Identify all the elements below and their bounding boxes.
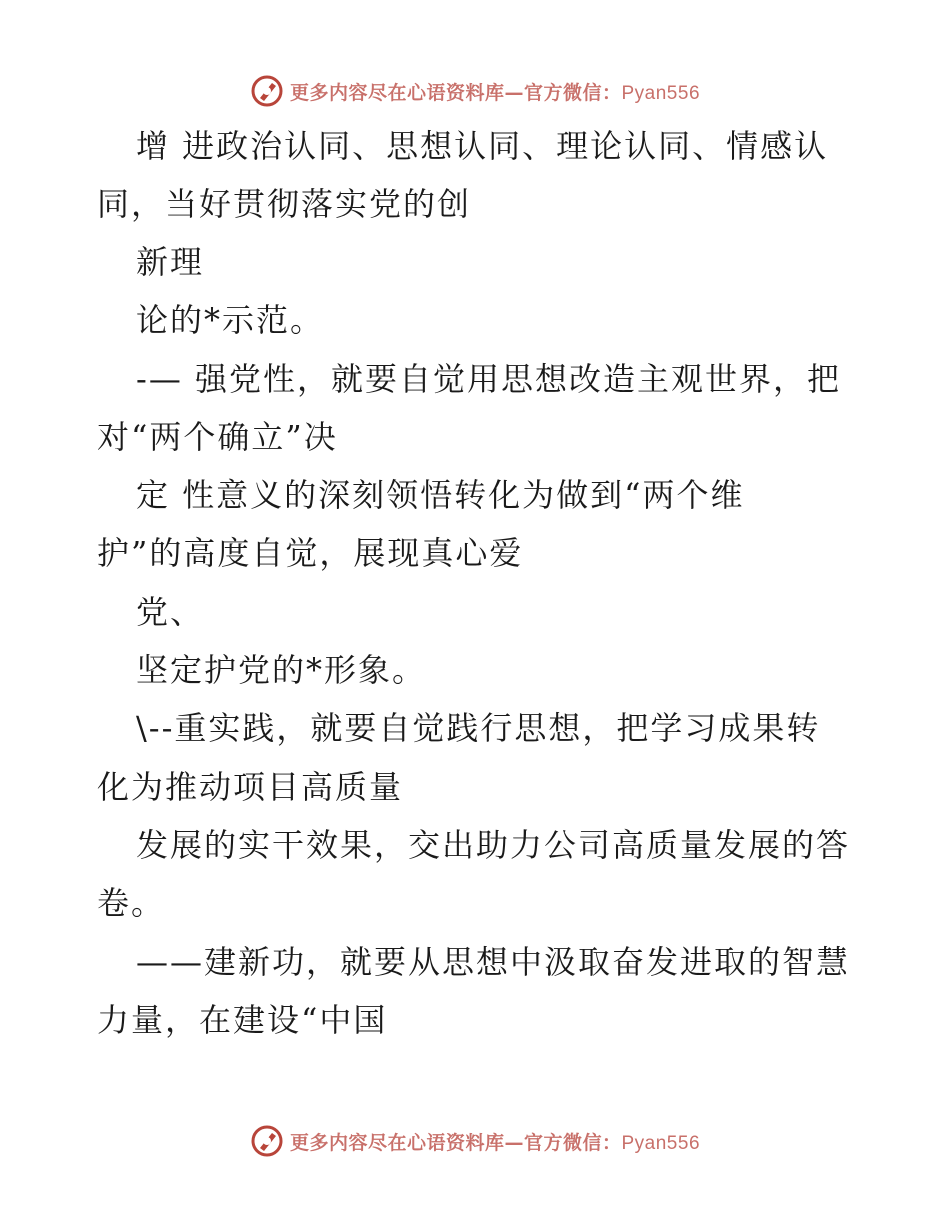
pen-logo-icon xyxy=(250,74,284,108)
body-line: 论的*示范。 xyxy=(136,301,325,339)
body-line: 同，当好贯彻落实党的创 xyxy=(97,185,472,223)
body-line: 护”的高度自觉，展现真心爱 xyxy=(97,534,524,572)
body-line: 对“两个确立”决 xyxy=(97,418,338,456)
header-banner-text: 更多内容尽在心语资料库—官方微信：Pyan556 xyxy=(289,81,701,104)
body-line: 增 进政治认同、思想认同、理论认同、情感认 xyxy=(136,127,829,165)
body-line: 坚定护党的*形象。 xyxy=(136,651,427,689)
footer-banner xyxy=(0,1121,950,1161)
header-banner xyxy=(0,71,950,111)
body-line: 卷。 xyxy=(97,884,166,922)
body-line: 党、 xyxy=(136,593,205,631)
body-line: ——建新功，就要从思想中汲取奋发进取的智慧 xyxy=(136,943,851,981)
body-line: 化为推动项目高质量 xyxy=(97,768,404,806)
body-line: \--重实践，就要自觉践行思想，把学习成果转 xyxy=(136,709,821,747)
footer-banner-text: 更多内容尽在心语资料库—官方微信：Pyan556 xyxy=(289,1131,701,1154)
body-line: 定 性意义的深刻领悟转化为做到“两个维 xyxy=(136,476,745,514)
body-line: 新理 xyxy=(136,243,205,281)
body-line: 发展的实干效果，交出助力公司高质量发展的答 xyxy=(136,826,851,864)
body-line: 力量，在建设“中国 xyxy=(97,1001,388,1039)
body-line: -— 强党性，就要自觉用思想改造主观世界，把 xyxy=(136,360,841,398)
pen-logo-icon xyxy=(250,1124,284,1158)
